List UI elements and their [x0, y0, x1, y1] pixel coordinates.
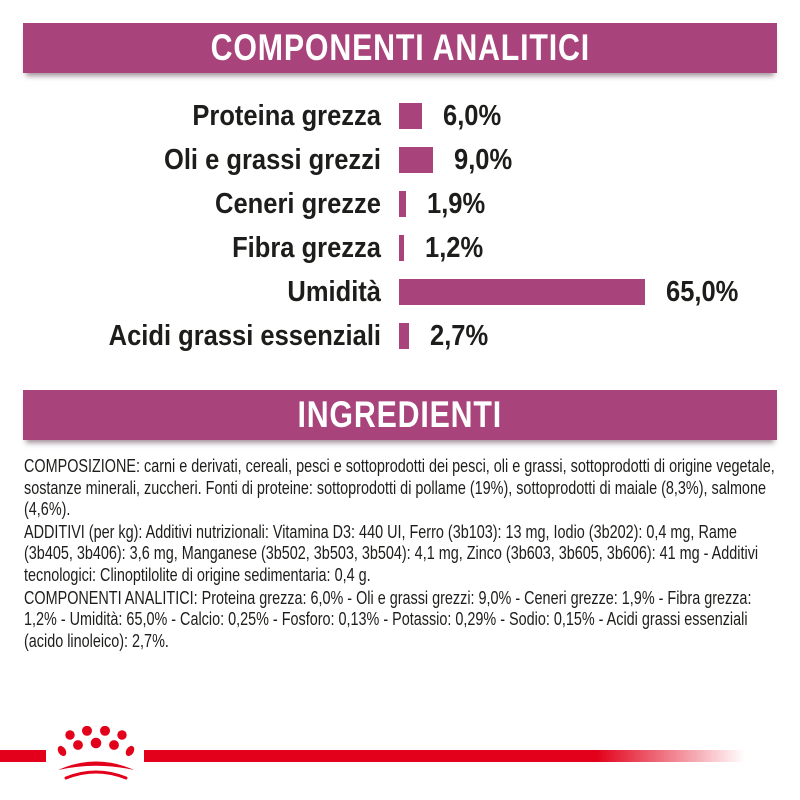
chart-value-label: 6,0%	[443, 99, 502, 132]
chart-row	[0, 270, 800, 314]
analytical-components-bar-chart	[0, 94, 800, 358]
chart-bar	[399, 323, 409, 349]
chart-category-label: Ceneri grezze	[215, 187, 381, 220]
chart-bar	[399, 279, 645, 305]
analytical-components-title: COMPONENTI ANALITICI	[210, 27, 590, 68]
chart-category-label: Acidi grassi essenziali	[108, 319, 381, 352]
chart-category-label: Oli e grassi grezzi	[163, 143, 381, 176]
chart-bar	[399, 191, 406, 217]
chart-row	[0, 138, 800, 182]
royal-canin-crown-icon	[50, 726, 142, 790]
chart-value-label: 2,7%	[430, 319, 489, 352]
chart-row	[0, 94, 800, 138]
analytical-constituents-paragraph: COMPONENTI ANALITICI: Proteina grezza: 6,0% - Oli e grassi grezzi: 9,0% - Ceneri grezze: 1,9% - Fibra grezza: 1,2% - Umidità: 65,0% - Calcio: 0,25% - Fosforo: 0,13% - Potassio: 0,29% - Sodio: 0,15% - Acidi grassi essenziali (acido linoleico): 2,7%.	[24, 587, 752, 651]
chart-bar	[399, 147, 433, 173]
ingredients-text-block	[24, 456, 776, 653]
chart-row	[0, 182, 800, 226]
ingredients-header	[23, 390, 777, 440]
chart-row	[0, 314, 800, 358]
chart-category-label: Proteina grezza	[192, 99, 381, 132]
chart-value-label: 1,9%	[427, 187, 486, 220]
chart-value-label: 1,2%	[425, 231, 484, 264]
chart-value-label: 65,0%	[666, 275, 739, 308]
additives-paragraph: ADDITIVI (per kg): Additivi nutrizionali: Vitamina D3: 440 UI, Ferro (3b103): 13 mg, Iodio (3b202): 0,4 mg, Rame (3b405, 3b406): 3,6 mg, Manganese (3b502, 3b503, 3b504): 4,1 mg, Zinco (3b603, 3b605, 3b606): 41 mg - Additivi tecnologici: Clinoptilolite di origine sedimentaria: 0,4 g.	[24, 521, 759, 585]
composition-paragraph: COMPOSIZIONE: carni e derivati, cereali, pesci e sottoprodotti dei pesci, oli e grassi, sottoprodotti di origine vegetale, sostanze minerali, zuccheri. Fonti di proteine: sottoprodotti di pollame (19%), sottoprodotti di maiale (8,3%), salmone (4,6%).	[24, 456, 775, 520]
ingredients-title: INGREDIENTI	[297, 394, 503, 435]
analytical-components-header	[23, 23, 777, 73]
chart-bar	[399, 235, 404, 261]
chart-row	[0, 226, 800, 270]
chart-category-label: Umidità	[287, 275, 381, 308]
chart-category-label: Fibra grezza	[232, 231, 381, 264]
chart-bar	[399, 103, 422, 129]
chart-value-label: 9,0%	[454, 143, 513, 176]
